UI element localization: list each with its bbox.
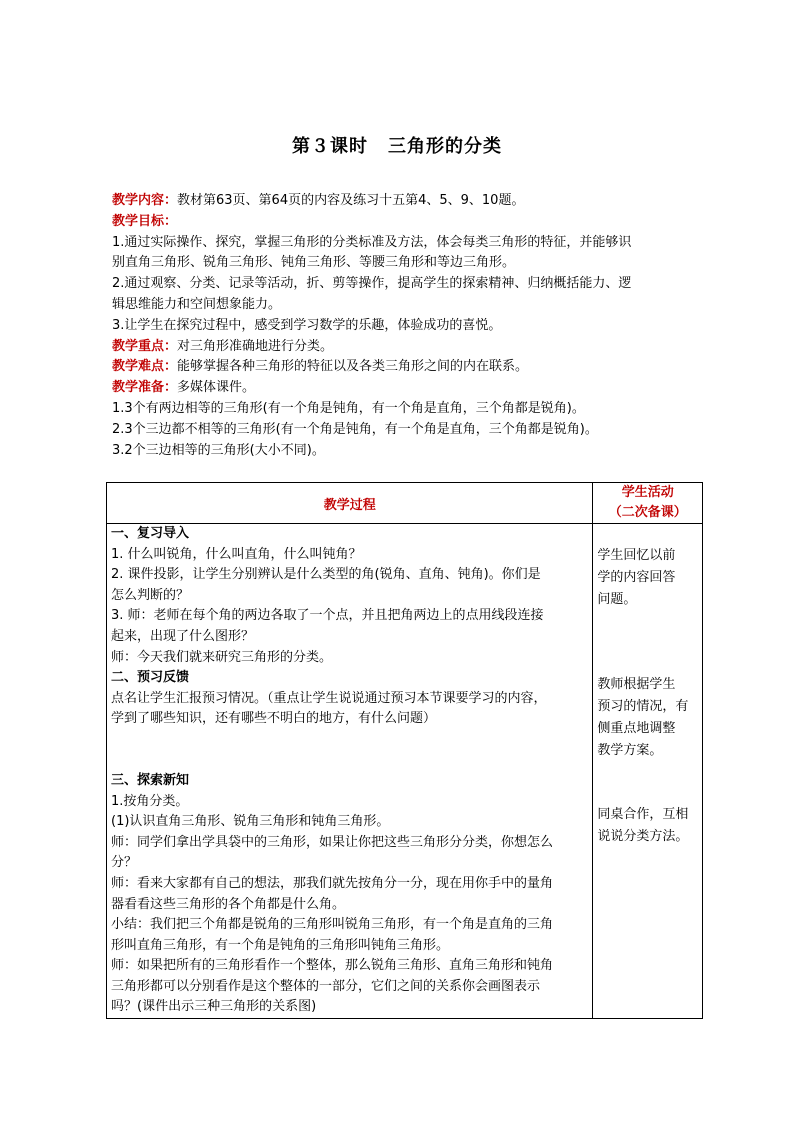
prep-item: 1.3个有两边相等的三角形(有一个角是钝角，有一个角是直角，三个角都是锐角)。: [112, 400, 585, 416]
section3-line: 分？: [111, 855, 138, 871]
section2-title: 二、预习反馈: [111, 670, 190, 686]
activity-note-1: 问题。: [597, 592, 637, 607]
content-row: [112, 191, 692, 212]
activity-note-1: 学的内容回答: [597, 570, 676, 585]
key-row: [112, 337, 692, 358]
prep-text: 多媒体课件。: [177, 380, 256, 396]
prep-label: 教学准备：: [112, 380, 178, 396]
teaching-process-table: [106, 482, 703, 1019]
section3-line: 师：看来大家都有自己的想法，那我们就先按角分一分，现在用你手中的量角: [111, 875, 554, 891]
prep-row: [112, 378, 692, 399]
content-label: 教学内容：: [112, 193, 178, 208]
section3-line: (1)认识直角三角形、锐角三角形和钝角三角形。: [111, 814, 390, 830]
section3-line: 形叫直角三角形，有一个角是钝角的三角形叫钝角三角形。: [111, 937, 450, 953]
spacer: [111, 730, 588, 771]
process-cell: [107, 524, 593, 1019]
section3-line: 器看看这些三角形的各个角都是什么角。: [111, 896, 346, 912]
header-teaching-process: 教学过程: [107, 483, 593, 524]
lesson-number: 第３课时: [292, 136, 368, 157]
lesson-title: [0, 132, 794, 158]
content-text: 教材第63页、第64页的内容及练习十五第4、5、9、10题。: [177, 193, 525, 208]
section1-line: 1. 什么叫锐角，什么叫直角，什么叫钝角？: [111, 546, 362, 562]
table-header-row: [107, 483, 703, 524]
section3-line: 1.按角分类。: [111, 793, 189, 809]
header-student-activity: [593, 483, 703, 524]
section1-title: 一、复习导入: [111, 526, 190, 541]
difficulty-row: [112, 357, 692, 378]
section1-line: 怎么判断的？: [111, 587, 190, 603]
goal-line: 辑思维能力和空间想象能力。: [112, 296, 282, 312]
difficulty-label: 教学难点：: [112, 359, 178, 375]
goal-line: 1.通过实际操作、探究，掌握三角形的分类标准及方法，体会每类三角形的特征，并能够识: [112, 234, 632, 250]
section3-line: 师：同学们拿出学具袋中的三角形，如果让你把这些三角形分分类，你想怎么: [111, 834, 554, 850]
header-activity-line1: 学生活动: [621, 485, 674, 500]
activity-note-2: 教师根据学生: [597, 677, 676, 692]
goal-line: 3.让学生在探究过程中，感受到学习数学的乐趣，体验成功的喜悦。: [112, 317, 502, 333]
prep-item: 2.3个三边都不相等的三角形(有一个角是钝角，有一个角是直角，三个角都是锐角)。: [112, 421, 598, 437]
section3-line: 三角形都可以分别看作是这个整体的一部分，它们之间的关系你会画图表示: [111, 978, 541, 994]
section3-line: 小结：我们把三个角都是锐角的三角形叫锐角三角形，有一个角是直角的三角: [111, 917, 554, 933]
difficulty-text: 能够掌握各种三角形的特征以及各类三角形之间的内在联系。: [177, 359, 529, 375]
table-body-row: [107, 524, 703, 1019]
section2-line: 点名让学生汇报预习情况。（重点让学生说说通过预习本节课要学习的内容，: [111, 690, 547, 706]
activity-note-2: 侧重点地调整: [597, 721, 676, 736]
lesson-topic: 三角形的分类: [388, 136, 502, 157]
activity-note-3: 说说分类方法。: [597, 829, 689, 844]
activity-note-1: 学生回忆以前: [597, 548, 676, 563]
section3-title: 三、探索新知: [111, 772, 190, 788]
section1-line: 起来，出现了什么图形？: [111, 628, 255, 644]
section1-line: 2. 课件投影，让学生分别辨认是什么类型的角(锐角、直角、钝角)。你们是: [111, 567, 541, 583]
section2-line: 学到了哪些知识，还有哪些不明白的地方，有什么问题）: [111, 711, 437, 727]
key-text: 对三角形准确地进行分类。: [177, 338, 334, 354]
goals-label-row: [112, 212, 692, 233]
header-activity-line2: （二次备课）: [608, 505, 687, 520]
activity-note-2: 预习的情况，有: [597, 699, 689, 714]
goal-line: 2.通过观察、分类、记录等活动，折、剪等操作，提高学生的探索精神、归纳概括能力、逻: [112, 276, 632, 292]
activity-note-2: 教学方案。: [597, 743, 663, 758]
prep-item: 3.2个三边相等的三角形(大小不同)。: [112, 442, 325, 458]
section1-line: 师：今天我们就来研究三角形的分类。: [111, 649, 333, 665]
key-label: 教学重点：: [112, 338, 178, 354]
goals-label: 教学目标：: [112, 213, 178, 229]
lesson-overview: [112, 191, 692, 461]
goal-line: 别直角三角形、锐角三角形、钝角三角形、等腰三角形和等边三角形。: [112, 255, 516, 271]
activity-note-3: 同桌合作，互相: [597, 807, 689, 822]
activity-cell: [593, 524, 703, 1019]
section3-line: 吗？(课件出示三种三角形的关系图): [111, 999, 317, 1015]
section3-line: 师：如果把所有的三角形看作一个整体，那么锐角三角形、直角三角形和钝角: [111, 958, 554, 974]
section1-line: 3. 师：老师在每个角的两边各取了一个点，并且把角两边上的点用线段连接: [111, 608, 544, 624]
